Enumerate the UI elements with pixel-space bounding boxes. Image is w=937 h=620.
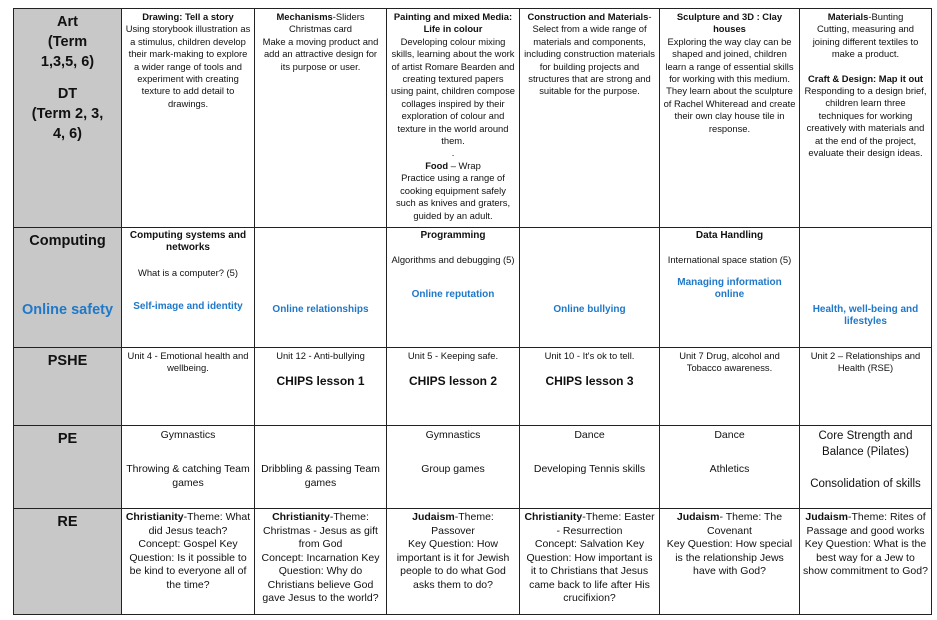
cell-body: Cutting, measuring and joining different textiles to make a product. (812, 23, 919, 60)
cell-title-rest: -Sliders (332, 11, 365, 22)
pshe-unit: Unit 10 - It's ok to tell. (544, 350, 635, 361)
row-art-dt (14, 9, 932, 228)
re-details: Key Question: How important is it for Jewish people to do what God asks them to do? (396, 538, 510, 591)
pshe-cell-3 (387, 348, 520, 426)
cell-body: What is a computer? (5) (137, 266, 239, 278)
online-safety-topic: Online bullying (553, 304, 626, 315)
pshe-unit: Unit 4 - Emotional health and wellbeing. (127, 350, 249, 374)
cell-title: Mechanisms (276, 11, 333, 22)
online-safety-topic: Self-image and identity (133, 301, 243, 313)
chips-lesson: CHIPS lesson 3 (545, 374, 634, 389)
re-details: Concept: Incarnation Key Question: Why do Christians believe God gave Jesus to the world? (261, 551, 380, 604)
computing-cell-6 (800, 228, 932, 348)
curriculum-table (13, 8, 932, 615)
pe-cell-4 (520, 426, 660, 509)
computing-label: Computing (29, 233, 106, 249)
cell-body: Using storybook illustration as a stimulus, children develop their mark-making to explore a wider range of tools and experiment with creating texture to add detail to drawings. (125, 23, 251, 109)
re-theme: -Theme: Passover (431, 511, 494, 537)
re-theme: -Theme: Rites of Passage and good works (806, 511, 926, 537)
computing-cell-4 (520, 228, 660, 348)
cell-body: International space station (5) (667, 254, 792, 266)
art-term-label-1: (Term (47, 34, 88, 50)
pe-bottom: Group games (421, 463, 485, 475)
chips-lesson: CHIPS lesson 2 (408, 374, 498, 389)
re-cell-4 (520, 509, 660, 615)
pshe-unit: Unit 2 – Relationships and Health (RSE) (810, 350, 921, 374)
computing-cell-1 (122, 228, 255, 348)
pe-cell-2 (255, 426, 387, 509)
re-cell-1 (122, 509, 255, 615)
re-cell-5 (660, 509, 800, 615)
cell-title: Programming (420, 230, 486, 241)
re-theme: - Theme: The Covenant (707, 511, 783, 537)
pe-bottom: Athletics (709, 463, 750, 475)
cell-body: Exploring the way clay can be shaped and joined, children learn a range of essential skills for working with this medium. They learn about the sculpture of Rachel Whiteread and create their own clay house tile in response. (663, 35, 796, 134)
art-label: Art (57, 14, 78, 30)
cell-title: Computing systems and networks (129, 230, 247, 254)
cell-title: Materials (827, 11, 869, 22)
row-header-art-dt (14, 9, 122, 228)
pshe-cell-1 (122, 348, 255, 426)
pe-top: Dance (574, 429, 605, 441)
re-faith: Judaism (412, 511, 455, 523)
cell-title: Painting and mixed Media: Life in colour (393, 11, 513, 35)
cell-body: Select from a wide range of materials and components, including construction materials for building projects and structures that are strong and suitable for the purpose. (524, 23, 655, 97)
pe-bottom: Throwing & catching Team games (126, 463, 250, 489)
row-pshe (14, 348, 932, 426)
re-faith: Judaism (676, 511, 720, 523)
row-header-pe (14, 426, 122, 509)
re-faith: Christianity (524, 511, 583, 523)
re-details: Concept: Gospel Key Question: Is it possible to be kind to everyone all of the time? (129, 538, 247, 591)
pe-bottom: Consolidation of skills (810, 478, 921, 490)
pe-cell-1 (122, 426, 255, 509)
cell-title-2: Craft & Design: Map it out (807, 72, 924, 84)
food-title-rest: – Wrap (448, 159, 481, 171)
re-label: RE (57, 514, 78, 530)
pshe-cell-4 (520, 348, 660, 426)
art-dt-cell-3 (387, 9, 520, 228)
pshe-cell-2 (255, 348, 387, 426)
cell-title: Construction and Materials (527, 11, 649, 22)
pe-top: Gymnastics (160, 429, 216, 441)
art-dt-cell-4 (520, 9, 660, 228)
online-safety-label: Online safety (21, 302, 114, 318)
cell-body-2: Responding to a design brief, children learn three techniques for working creatively with materials and at the end of the project, evaluate their design ideas. (804, 85, 927, 159)
pe-top: Gymnastics (425, 429, 481, 441)
cell-subtitle: Christmas card (288, 23, 353, 35)
food-body: Practice using a range of cooking equipment safely such as knives and graters, guided by an adult. (395, 172, 511, 221)
cell-title-rest: -Bunting (868, 11, 904, 22)
pe-bottom: Developing Tennis skills (533, 463, 646, 475)
computing-cell-3 (387, 228, 520, 348)
pe-cell-6 (800, 426, 932, 509)
re-faith: Christianity (125, 511, 184, 523)
computing-cell-2 (255, 228, 387, 348)
re-faith: Christianity (272, 511, 330, 523)
row-pe (14, 426, 932, 509)
dt-label: DT (57, 86, 78, 102)
online-safety-topic: Online relationships (272, 304, 369, 315)
row-header-computing (14, 228, 122, 348)
pe-bottom: Dribbling & passing Team games (261, 463, 380, 489)
pshe-label: PSHE (47, 353, 88, 369)
online-safety-topic: Health, well-being and lifestyles (812, 304, 919, 328)
row-header-re (14, 509, 122, 615)
re-faith: Judaism (805, 511, 848, 523)
pshe-unit: Unit 7 Drug, alcohol and Tobacco awareness. (679, 350, 780, 374)
online-safety-topic: Online reputation (411, 288, 495, 300)
re-theme: -Theme: Christmas - Jesus as gift from God (263, 511, 378, 550)
food-title: Food (425, 159, 449, 171)
separator-dot: . (451, 147, 455, 159)
pshe-unit: Unit 5 - Keeping safe. (407, 350, 499, 361)
chips-lesson: CHIPS lesson 1 (276, 374, 365, 389)
dt-term-label-1: (Term 2, 3, (31, 106, 104, 122)
online-safety-topic: Managing information online (677, 276, 782, 301)
re-details: Key Question: How special is the relationship Jews have with God? (666, 538, 793, 577)
pe-top: Core Strength and Balance (Pilates) (818, 430, 913, 458)
cell-title: Drawing: Tell a story (142, 11, 234, 22)
pe-label: PE (57, 431, 78, 447)
art-dt-cell-5 (660, 9, 800, 228)
re-cell-2 (255, 509, 387, 615)
re-cell-6 (800, 509, 932, 615)
pe-top: Dance (714, 429, 745, 441)
re-details: Concept: Salvation Key Question: How important is it to Christians that Jesus came back to life after His crucifixion? (526, 538, 653, 604)
dt-term-label-2: 4, 6) (52, 126, 82, 142)
art-term-label-2: 1,3,5, 6) (40, 54, 95, 70)
re-theme: -Theme: What did Jesus teach? (148, 511, 251, 537)
row-re (14, 509, 932, 615)
cell-body: Algorithms and debugging (5) (391, 254, 515, 266)
pshe-cell-6 (800, 348, 932, 426)
pshe-cell-5 (660, 348, 800, 426)
cell-title-rest: - (648, 11, 652, 22)
art-dt-cell-2 (255, 9, 387, 228)
pe-cell-5 (660, 426, 800, 509)
computing-cell-5 (660, 228, 800, 348)
re-cell-3 (387, 509, 520, 615)
art-dt-cell-1 (122, 9, 255, 228)
row-computing (14, 228, 932, 348)
row-header-pshe (14, 348, 122, 426)
cell-body: Developing colour mixing skills, learning about the work of artist Romare Bearden and creating textured papers using paint, children compose collages inspired by their exploration of colour and texture in the world around them. (390, 35, 516, 147)
cell-title: Data Handling (695, 230, 764, 241)
re-details: Key Question: What is the best way for a Jew to show commitment to God? (803, 538, 928, 577)
cell-body: Make a moving product and add an attractive design for its purpose or user. (262, 35, 379, 72)
cell-title: Sculpture and 3D : Clay houses (676, 11, 783, 35)
pshe-unit: Unit 12 - Anti-bullying (276, 350, 365, 361)
art-dt-cell-6 (800, 9, 932, 228)
pe-cell-3 (387, 426, 520, 509)
re-theme: -Theme: Easter - Resurrection (556, 511, 655, 537)
